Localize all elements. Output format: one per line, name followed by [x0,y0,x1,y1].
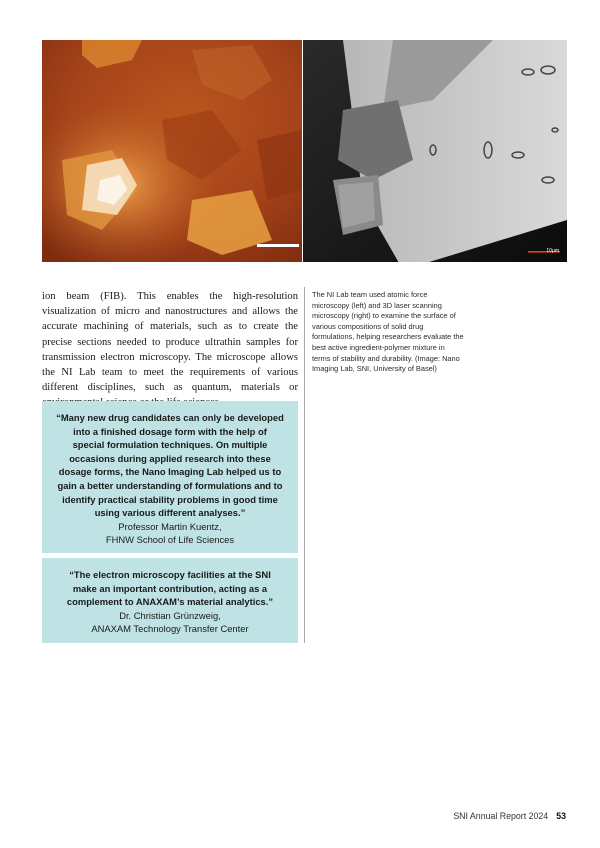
afm-scale-bar [257,244,299,247]
quote-organization: ANAXAM Technology Transfer Center [91,623,249,635]
scale-label: 10µm [546,248,559,254]
figure-caption: The NI Lab team used atomic force microscopy (left) and 3D laser scanning microscopy (right) to examine the surface of various compositions of solid drug formulations, helping researchers evaluate the best active ingredient-polymer mixture in terms of stability and durability. (Image: Nano Imaging Lab, SNI, University of Basel) [312,290,464,374]
page-footer [453,811,566,821]
page-number: 53 [556,811,566,821]
laser-scanning-graphic [303,40,567,262]
laser-scanning-image [303,40,567,262]
afm-image-graphic [42,40,302,262]
body-text [42,289,298,411]
body-paragraph: ion beam (FIB). This enables the high-resolution visualization of micro and nanostructures and allows the accurate machining of materials, such as to create the precise sections needed to produce ultrathin samples for transmission electron microscopy. The microscope allows the NI Lab team to meet the requirements of various different disciplines, such as quantum, materials or [42,291,298,394]
quote-box [42,401,298,553]
microscopy-figure [42,40,567,262]
quote-organization: FHNW School of Life Sciences [105,534,235,546]
quote-text: “Many new drug candidates can only be developed into a finished dosage form with the help of special formulation techniques. On multiple occasions during applied research into these dosage forms, the Nano Imaging Lab helped us to gain a better understanding of formulations and to identify practical stability problems in good time using various different analyses.” [56,412,284,519]
quote-author: Dr. Christian Grünzweig, [119,609,221,621]
report-title: SNI Annual Report 2024 [453,811,549,821]
quote-box [42,558,298,643]
quote-author: Professor Martin Kuentz, [118,520,222,532]
column-divider [304,287,305,643]
afm-image [42,40,302,262]
quote-text: “The electron microscopy facilities at the SNI make an important contribution, acting as a complement to ANAXAM’s material analytics.” [66,569,274,608]
